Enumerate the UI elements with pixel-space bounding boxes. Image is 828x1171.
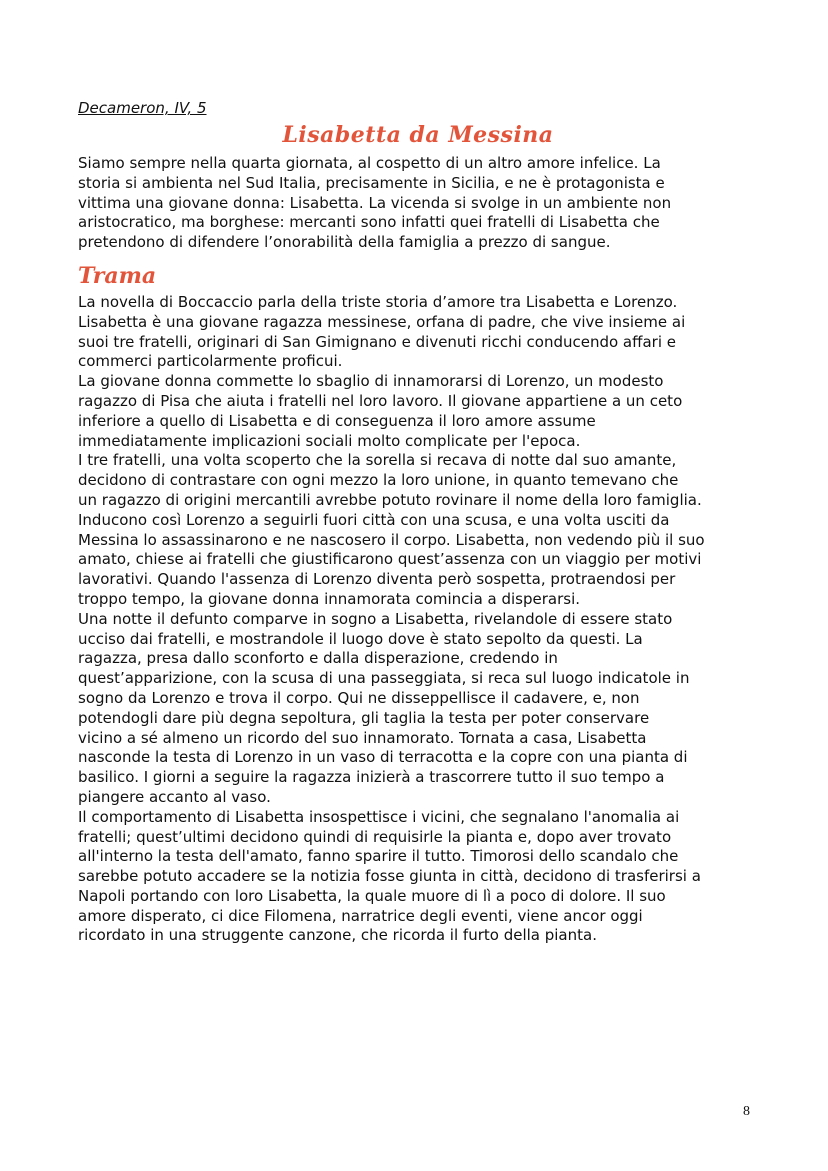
page-number: 8 <box>743 1104 750 1119</box>
work-reference: Decameron, IV, 5 <box>78 99 207 117</box>
section-heading-trama: Trama <box>78 262 157 289</box>
plot-paragraph-5: Il comportamento di Lisabetta insospettisce i vicini, che segnalano l'anomalia ai fratelli; quest’ultimi decidono quindi di requisirle la pianta e, dopo aver trovato all'interno la testa dell'amato, fanno sparire il tutto. Timorosi dello scandalo che sarebbe potuto accadere se la notizia fosse giunta in città, decidono di trasferirsi a Napoli portando con loro Lisabetta, la quale muore di lì a poco di dolore. Il suo amore disperato, ci dice Filomena, narratrice degli eventi, viene ancor oggi ricordato in una struggente canzone, che ricorda il furto della pianta. <box>78 807 701 945</box>
plot-paragraph-1: La novella di Boccaccio parla della triste storia d’amore tra Lisabetta e Lorenzo. Lisabetta è una giovane ragazza messinese, orfana di padre, che vive insieme ai suoi tre fratelli, originari di San Gimignano e divenuti ricchi conducendo affari e commerci particolarmente proficui. <box>78 292 686 371</box>
plot-paragraph-2: La giovane donna commette lo sbaglio di innamorarsi di Lorenzo, un modesto ragazzo di Pisa che aiuta i fratelli nel loro lavoro. Il giovane appartiene a un ceto inferiore a quello di Lisabetta e di conseguenza il loro amore assume immediatamente implicazioni sociali molto complicate per l'epoca. <box>78 372 683 450</box>
story-title: Lisabetta da Messina <box>282 122 554 148</box>
plot-paragraph-3: I tre fratelli, una volta scoperto che la sorella si recava di notte dal suo amante, decidono di contrastare con ogni mezzo la loro unione, in quanto temevano che un ragazzo di origini mercantili avrebbe potuto rovinare il nome della loro famiglia. Inducono così Lorenzo a seguirli fuori città con una scusa, e una volta usciti da Messina lo assassinarono e ne nascosero il corpo. Lisabetta, non vedendo più il suo amato, chiese ai fratelli che giustificarono quest’assenza con un viaggio per motivi lavorativi. Quando l'assenza di Lorenzo diventa però sospetta, protraendosi per troppo tempo, la giovane donna innamorata comincia a disperarsi. <box>78 451 705 608</box>
document-page <box>78 98 758 946</box>
intro-paragraph: Siamo sempre nella quarta giornata, al cospetto di un altro amore infelice. La storia si ambienta nel Sud Italia, precisamente in Sicilia, e ne è protagonista e vittima una giovane donna: Lisabetta. La vicenda si svolge in un ambiente non aristocratico, ma borghese: mercanti sono infatti quei fratelli di Lisabetta che pretendono di difendere l’onorabilità della famiglia a prezzo di sangue. <box>78 154 672 252</box>
plot-paragraph-4: Una notte il defunto comparve in sogno a Lisabetta, rivelandole di essere stato ucciso dai fratelli, e mostrandole il luogo dove è stato sepolto da questi. La ragazza, presa dallo sconforto e dalla disperazione, credendo in quest’apparizione, con la scusa di una passeggiata, si reca sul luogo indicatole in sogno da Lorenzo e trova il corpo. Qui ne disseppellisce il cadavere, e, non potendogli dare più degna sepoltura, gli taglia la testa per poter conservare vicino a sé almeno un ricordo del suo innamorato. Tornata a casa, Lisabetta nasconde la testa di Lorenzo in un vaso di terracotta e la copre con una pianta di basilico. I giorni a seguire la ragazza inizierà a trascorrere tutto il suo tempo a piangere accanto al vaso. <box>78 609 690 806</box>
